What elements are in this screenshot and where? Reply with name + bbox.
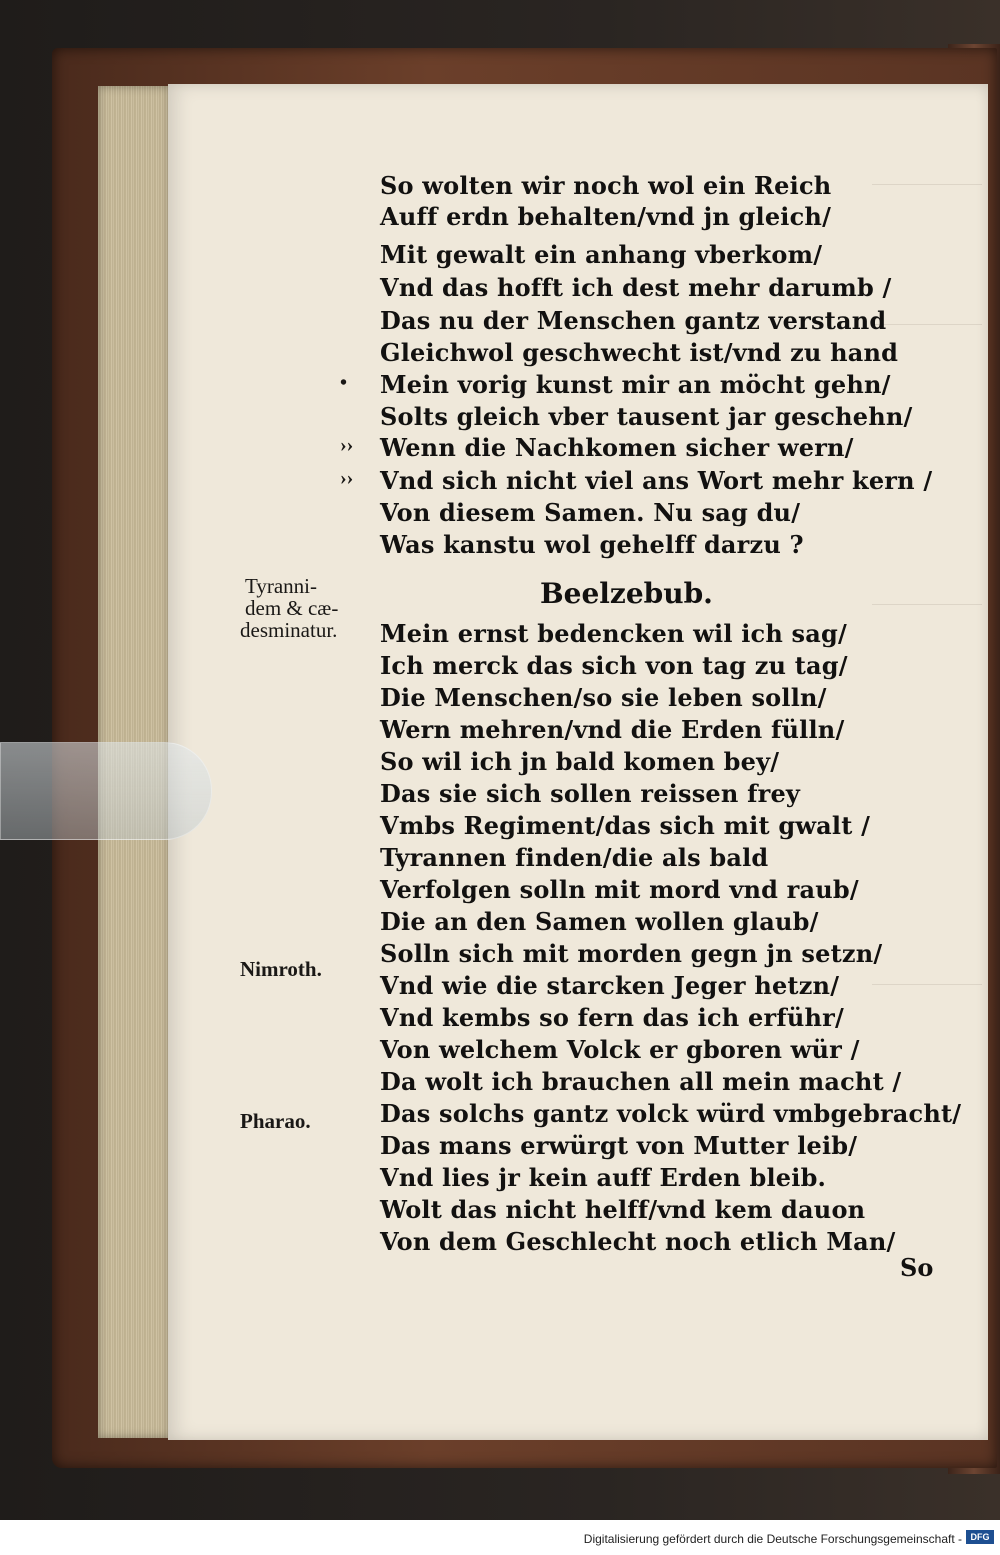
- footer-credit: Digitalisierung gefördert durch die Deutsche Forschungsgemeinschaft -: [583, 1532, 962, 1546]
- verse-line: Tyrannen finden/die als bald: [380, 843, 769, 872]
- verse-line: Das solchs gantz volck würd vmbgebracht/: [380, 1099, 962, 1128]
- verse-line: Von welchem Volck er gboren wür /: [380, 1035, 860, 1064]
- verse-line: Mein vorig kunst mir an möcht gehn/: [380, 370, 891, 399]
- bleed-through: [872, 604, 982, 605]
- verse-line: Das mans erwürgt von Mutter leib/: [380, 1131, 858, 1160]
- footer-bar: [0, 1520, 1000, 1555]
- verse-line: Das sie sich sollen reissen frey: [380, 779, 801, 808]
- catchword: So: [900, 1253, 934, 1282]
- verse-line: Gleichwol geschwecht ist/vnd zu hand: [380, 338, 899, 367]
- margin-note-tyrannidem-1: Tyranni-: [245, 574, 318, 598]
- margin-note-tyrannidem-2: dem & cæ-: [245, 596, 339, 620]
- verse-line: Solln sich mit morden gegn jn setzn/: [380, 939, 883, 968]
- verse-line: Mein ernst bedencken wil ich sag/: [380, 619, 847, 648]
- verse-line: Wenn die Nachkomen sicher wern/: [380, 433, 854, 462]
- dfg-logo-icon: DFG: [966, 1530, 994, 1544]
- bookmark-clip: [0, 742, 212, 840]
- bleed-through: [872, 324, 982, 325]
- verse-line: Von diesem Samen. Nu sag du/: [380, 498, 801, 527]
- verse-line: Wern mehren/vnd die Erden fülln/: [380, 715, 845, 744]
- verse-line: Ich merck das sich von tag zu tag/: [380, 651, 848, 680]
- verse-line: Auff erdn behalten/vnd jn gleich/: [380, 202, 832, 231]
- margin-note-pharao: Pharao.: [240, 1109, 311, 1133]
- verse-line: Wolt das nicht helff/vnd kem dauon: [380, 1195, 866, 1224]
- verse-line: Von dem Geschlecht noch etlich Man/: [380, 1227, 896, 1256]
- verse-line: Vnd wie die starcken Jeger hetzn/: [380, 971, 840, 1000]
- verse-line: Was kanstu wol gehelff darzu ?: [380, 530, 804, 559]
- verse-line: Die Menschen/so sie leben solln/: [380, 683, 827, 712]
- quote-mark: ››: [340, 434, 354, 456]
- verse-line: Vnd sich nicht viel ans Wort mehr kern /: [380, 466, 933, 495]
- verse-line: Verfolgen solln mit mord vnd raub/: [380, 875, 859, 904]
- quote-mark: ››: [340, 467, 354, 489]
- speaker-heading: Beelzebub.: [540, 577, 713, 610]
- verse-line: Mit gewalt ein anhang vberkom/: [380, 240, 823, 269]
- margin-note-tyrannidem-3: desminatur.: [240, 618, 338, 642]
- bleed-through: [872, 984, 982, 985]
- verse-line: Vnd lies jr kein auff Erden bleib.: [380, 1163, 827, 1192]
- bleed-through: [872, 184, 982, 185]
- verse-line: Vnd das hofft ich dest mehr darumb /: [380, 273, 892, 302]
- verse-line: So wolten wir noch wol ein Reich: [380, 171, 832, 200]
- margin-note-nimroth: Nimroth.: [240, 957, 322, 981]
- verse-line: Vmbs Regiment/das sich mit gwalt /: [380, 811, 871, 840]
- quote-mark: •: [340, 372, 348, 394]
- verse-line: Da wolt ich brauchen all mein macht /: [380, 1067, 902, 1096]
- verse-line: So wil ich jn bald komen bey/: [380, 747, 780, 776]
- verse-line: Vnd kembs so fern das ich erführ/: [380, 1003, 844, 1032]
- verse-line: Solts gleich vber tausent jar geschehn/: [380, 402, 913, 431]
- verse-line: Das nu der Menschen gantz verstand: [380, 306, 887, 335]
- verse-line: Die an den Samen wollen glaub/: [380, 907, 819, 936]
